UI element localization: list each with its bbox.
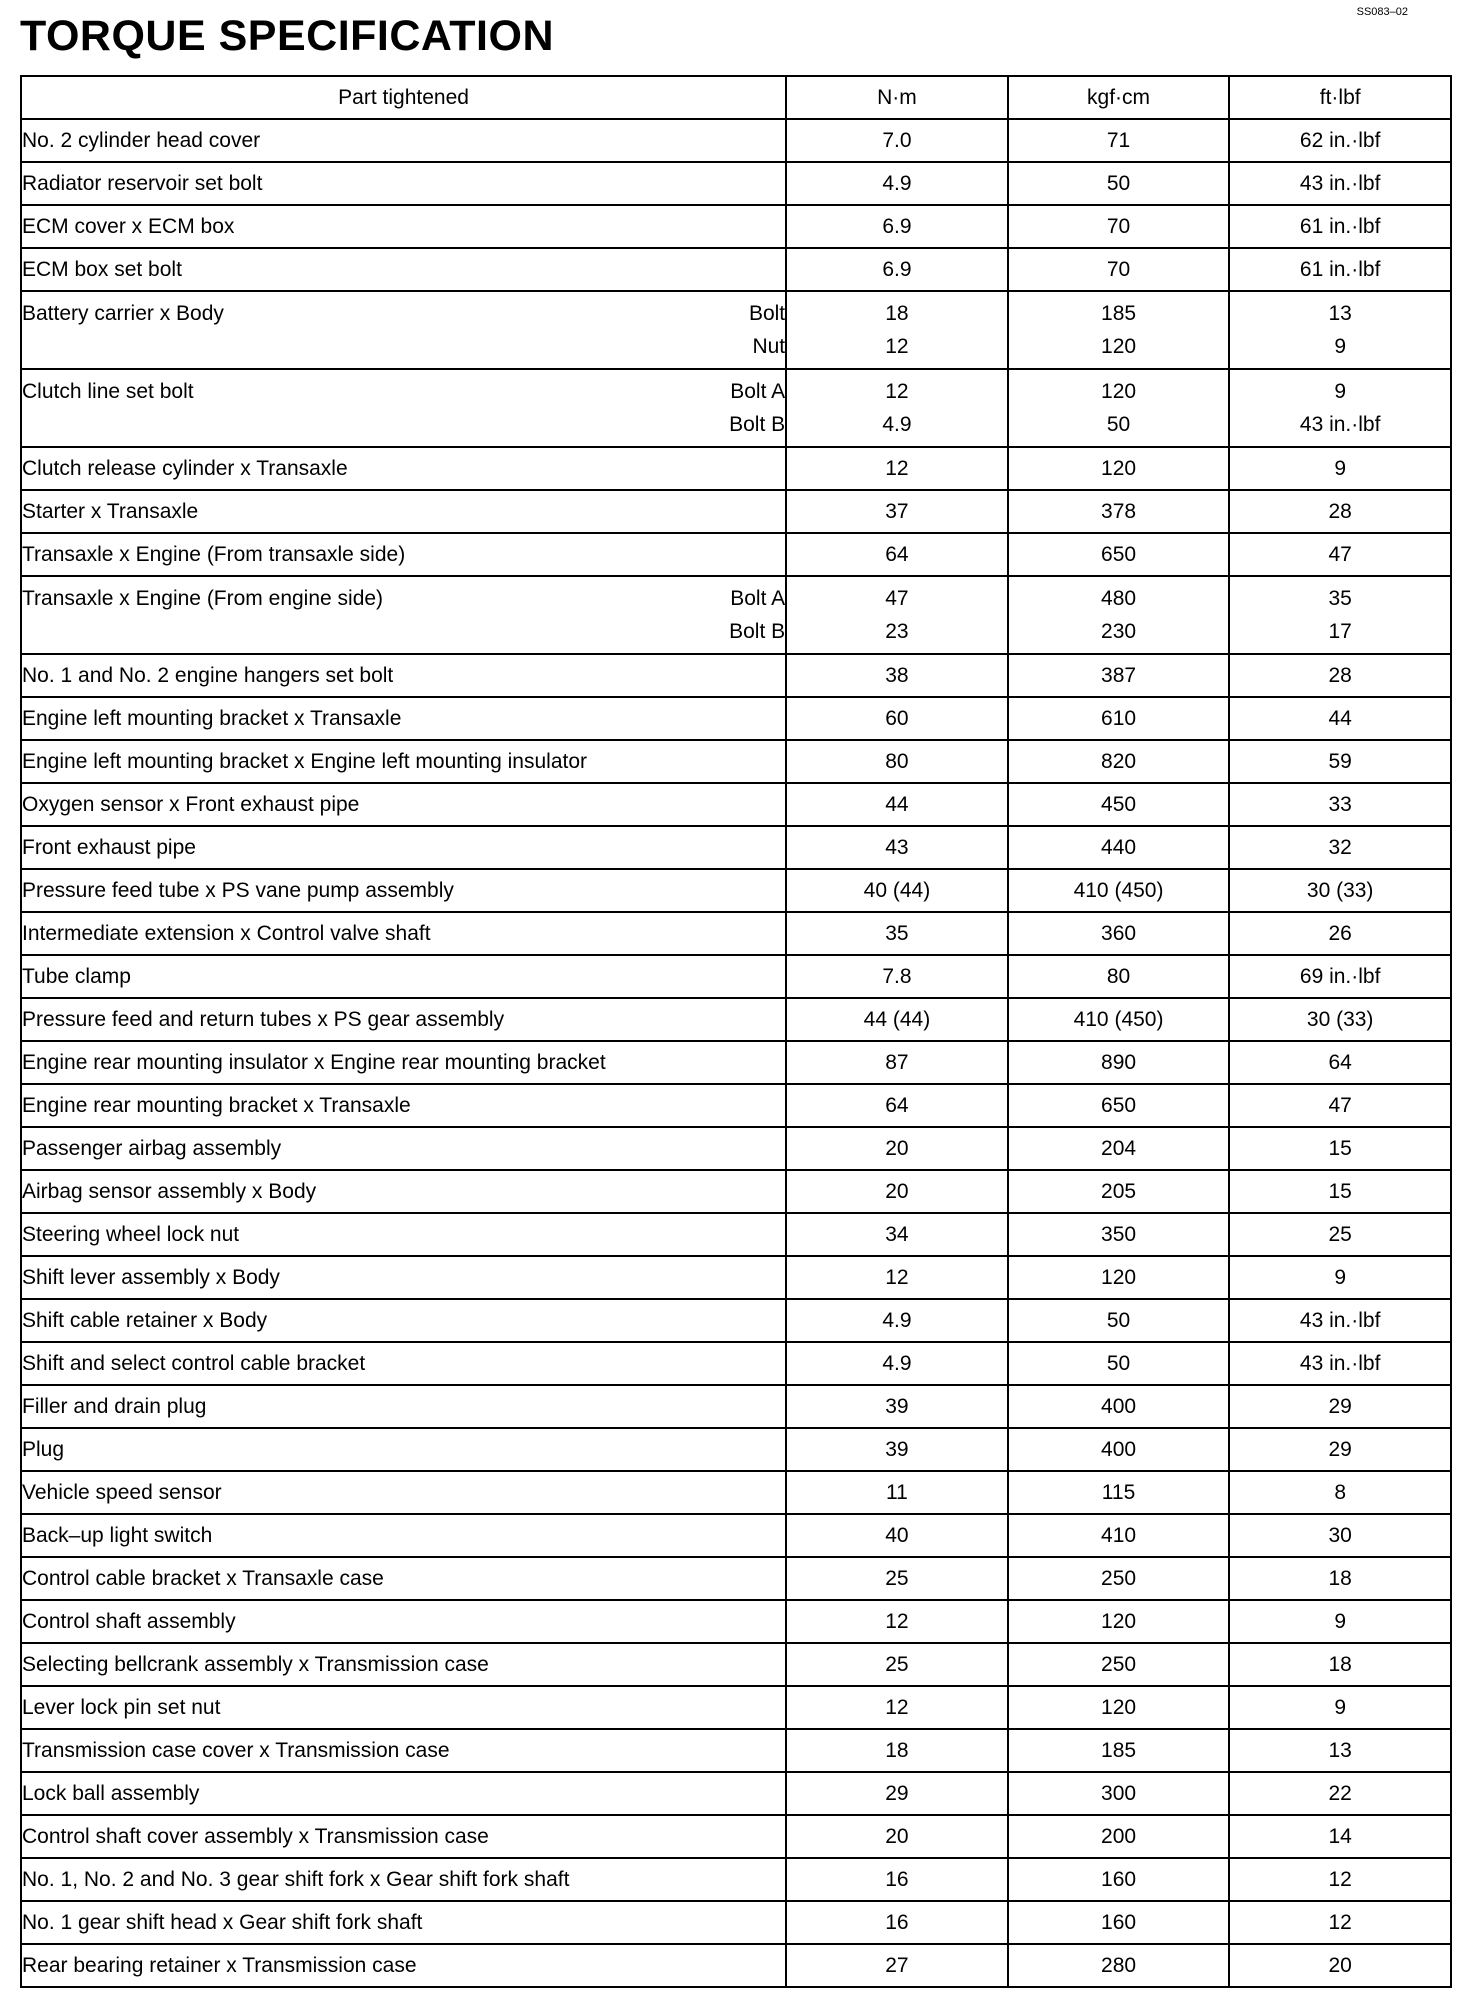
nm-cell <box>786 291 1008 369</box>
ftlbf-cell <box>1229 291 1451 369</box>
kgfcm-cell: 50 <box>1008 162 1230 205</box>
part-cell: Lock ball assembly <box>21 1772 786 1815</box>
kgfcm-cell: 50 <box>1008 1299 1230 1342</box>
part-name: Transaxle x Engine (From engine side) <box>22 587 384 610</box>
kgfcm-cell: 120 <box>1008 1600 1230 1643</box>
header-ftlbf: ft·lbf <box>1229 76 1451 119</box>
part-cell: Plug <box>21 1428 786 1471</box>
kgfcm-cell: 50 <box>1008 1342 1230 1385</box>
kgfcm-cell: 205 <box>1008 1170 1230 1213</box>
ftlbf-cell: 59 <box>1229 740 1451 783</box>
table-row <box>21 1428 1451 1471</box>
nm-cell: 12 <box>786 1600 1008 1643</box>
value-line: 9 <box>1334 380 1347 403</box>
nm-cell: 4.9 <box>786 1299 1008 1342</box>
nm-cell: 40 <box>786 1514 1008 1557</box>
part-name: Clutch line set bolt <box>22 380 194 403</box>
table-row <box>21 1385 1451 1428</box>
nm-cell: 64 <box>786 533 1008 576</box>
nm-cell: 16 <box>786 1858 1008 1901</box>
fastener-label: Bolt B <box>729 413 786 436</box>
part-cell: No. 1 and No. 2 engine hangers set bolt <box>21 654 786 697</box>
part-cell: No. 1, No. 2 and No. 3 gear shift fork x Gear shift fork shaft <box>21 1858 786 1901</box>
part-cell: Control shaft assembly <box>21 1600 786 1643</box>
table-row <box>21 490 1451 533</box>
fastener-label: Bolt <box>748 302 786 325</box>
table-row <box>21 654 1451 697</box>
value-line: 13 <box>1328 302 1352 325</box>
kgfcm-cell: 120 <box>1008 1686 1230 1729</box>
ftlbf-cell: 22 <box>1229 1772 1451 1815</box>
part-cell: Engine left mounting bracket x Engine left mounting insulator <box>21 740 786 783</box>
part-cell: Control shaft cover assembly x Transmission case <box>21 1815 786 1858</box>
kgfcm-cell: 360 <box>1008 912 1230 955</box>
part-cell: Control cable bracket x Transaxle case <box>21 1557 786 1600</box>
ftlbf-cell: 28 <box>1229 490 1451 533</box>
fastener-label: Bolt A <box>730 587 786 610</box>
nm-cell: 18 <box>786 1729 1008 1772</box>
value-line: 50 <box>1106 413 1131 436</box>
fastener-label: Bolt A <box>730 380 786 403</box>
ftlbf-cell: 29 <box>1229 1428 1451 1471</box>
part-name: Battery carrier x Body <box>22 302 224 325</box>
ftlbf-cell: 47 <box>1229 533 1451 576</box>
nm-cell <box>786 576 1008 654</box>
nm-cell: 40 (44) <box>786 869 1008 912</box>
ftlbf-cell: 9 <box>1229 1256 1451 1299</box>
kgfcm-cell: 70 <box>1008 205 1230 248</box>
kgfcm-cell: 650 <box>1008 533 1230 576</box>
kgfcm-cell: 160 <box>1008 1901 1230 1944</box>
nm-cell: 25 <box>786 1643 1008 1686</box>
part-cell: Pressure feed and return tubes x PS gear assembly <box>21 998 786 1041</box>
ftlbf-cell: 9 <box>1229 1600 1451 1643</box>
ftlbf-cell: 8 <box>1229 1471 1451 1514</box>
value-line: 4.9 <box>882 413 912 436</box>
kgfcm-cell: 250 <box>1008 1557 1230 1600</box>
nm-cell: 16 <box>786 1901 1008 1944</box>
table-row <box>21 1643 1451 1686</box>
table-row <box>21 697 1451 740</box>
ftlbf-cell: 61 in.·lbf <box>1229 248 1451 291</box>
ftlbf-cell: 26 <box>1229 912 1451 955</box>
torque-table <box>20 75 1452 1988</box>
part-cell: Clutch release cylinder x Transaxle <box>21 447 786 490</box>
ftlbf-cell: 29 <box>1229 1385 1451 1428</box>
value-line: 43 in.·lbf <box>1299 413 1381 436</box>
nm-cell: 29 <box>786 1772 1008 1815</box>
part-cell: Rear bearing retainer x Transmission case <box>21 1944 786 1987</box>
kgfcm-cell <box>1008 369 1230 447</box>
table-row <box>21 119 1451 162</box>
kgfcm-cell <box>1008 576 1230 654</box>
kgfcm-cell: 387 <box>1008 654 1230 697</box>
ftlbf-cell: 69 in.·lbf <box>1229 955 1451 998</box>
value-line: 120 <box>1101 380 1137 403</box>
ftlbf-cell: 15 <box>1229 1127 1451 1170</box>
kgfcm-cell: 160 <box>1008 1858 1230 1901</box>
kgfcm-cell: 450 <box>1008 783 1230 826</box>
nm-cell: 4.9 <box>786 162 1008 205</box>
part-cell: Engine left mounting bracket x Transaxle <box>21 697 786 740</box>
ftlbf-cell: 25 <box>1229 1213 1451 1256</box>
table-row <box>21 1858 1451 1901</box>
document-code: SS083–02 <box>1356 6 1408 18</box>
nm-cell: 12 <box>786 1686 1008 1729</box>
ftlbf-cell: 15 <box>1229 1170 1451 1213</box>
part-cell: No. 1 gear shift head x Gear shift fork shaft <box>21 1901 786 1944</box>
part-cell: Passenger airbag assembly <box>21 1127 786 1170</box>
nm-cell: 43 <box>786 826 1008 869</box>
part-cell <box>21 576 786 654</box>
table-row <box>21 1256 1451 1299</box>
part-cell: Filler and drain plug <box>21 1385 786 1428</box>
part-cell: Shift and select control cable bracket <box>21 1342 786 1385</box>
kgfcm-cell: 440 <box>1008 826 1230 869</box>
kgfcm-cell: 120 <box>1008 1256 1230 1299</box>
kgfcm-cell: 410 <box>1008 1514 1230 1557</box>
kgfcm-cell: 300 <box>1008 1772 1230 1815</box>
ftlbf-cell <box>1229 369 1451 447</box>
ftlbf-cell: 61 in.·lbf <box>1229 205 1451 248</box>
table-row <box>21 576 1451 654</box>
part-cell: Oxygen sensor x Front exhaust pipe <box>21 783 786 826</box>
table-row <box>21 1944 1451 1987</box>
value-line: 230 <box>1101 620 1137 643</box>
part-cell: Transmission case cover x Transmission case <box>21 1729 786 1772</box>
ftlbf-cell: 12 <box>1229 1858 1451 1901</box>
nm-cell: 87 <box>786 1041 1008 1084</box>
table-row <box>21 740 1451 783</box>
kgfcm-cell: 120 <box>1008 447 1230 490</box>
part-cell: Intermediate extension x Control valve shaft <box>21 912 786 955</box>
header-row <box>21 76 1451 119</box>
table-row <box>21 1901 1451 1944</box>
kgfcm-cell: 115 <box>1008 1471 1230 1514</box>
part-cell: Tube clamp <box>21 955 786 998</box>
header-kgfcm: kgf·cm <box>1008 76 1230 119</box>
value-line: 185 <box>1101 302 1137 325</box>
nm-cell: 6.9 <box>786 248 1008 291</box>
nm-cell: 64 <box>786 1084 1008 1127</box>
ftlbf-cell: 43 in.·lbf <box>1229 1299 1451 1342</box>
kgfcm-cell: 280 <box>1008 1944 1230 1987</box>
table-row <box>21 955 1451 998</box>
kgfcm-cell: 610 <box>1008 697 1230 740</box>
kgfcm-cell <box>1008 291 1230 369</box>
part-cell: Back–up light switch <box>21 1514 786 1557</box>
nm-cell: 44 <box>786 783 1008 826</box>
ftlbf-cell: 18 <box>1229 1643 1451 1686</box>
part-cell: Engine rear mounting bracket x Transaxle <box>21 1084 786 1127</box>
value-line: 47 <box>885 587 909 610</box>
nm-cell: 37 <box>786 490 1008 533</box>
table-row <box>21 533 1451 576</box>
ftlbf-cell: 43 in.·lbf <box>1229 162 1451 205</box>
kgfcm-cell: 250 <box>1008 1643 1230 1686</box>
part-cell: Lever lock pin set nut <box>21 1686 786 1729</box>
nm-cell: 39 <box>786 1385 1008 1428</box>
table-row <box>21 1471 1451 1514</box>
kgfcm-cell: 185 <box>1008 1729 1230 1772</box>
nm-cell: 44 (44) <box>786 998 1008 1041</box>
part-cell: Front exhaust pipe <box>21 826 786 869</box>
ftlbf-cell: 14 <box>1229 1815 1451 1858</box>
table-row <box>21 369 1451 447</box>
ftlbf-cell: 44 <box>1229 697 1451 740</box>
table-row <box>21 1815 1451 1858</box>
table-row <box>21 1514 1451 1557</box>
table-row <box>21 998 1451 1041</box>
nm-cell: 12 <box>786 1256 1008 1299</box>
ftlbf-cell: 30 (33) <box>1229 869 1451 912</box>
nm-cell: 38 <box>786 654 1008 697</box>
kgfcm-cell: 650 <box>1008 1084 1230 1127</box>
ftlbf-cell: 12 <box>1229 1901 1451 1944</box>
value-line: 120 <box>1101 335 1137 358</box>
kgfcm-cell: 350 <box>1008 1213 1230 1256</box>
part-cell: ECM cover x ECM box <box>21 205 786 248</box>
header-part: Part tightened <box>21 76 786 119</box>
table-row <box>21 1084 1451 1127</box>
nm-cell: 12 <box>786 447 1008 490</box>
kgfcm-cell: 70 <box>1008 248 1230 291</box>
table-row <box>21 447 1451 490</box>
nm-cell: 7.0 <box>786 119 1008 162</box>
table-row <box>21 1342 1451 1385</box>
table-row <box>21 1557 1451 1600</box>
ftlbf-cell: 64 <box>1229 1041 1451 1084</box>
part-cell: Airbag sensor assembly x Body <box>21 1170 786 1213</box>
kgfcm-cell: 410 (450) <box>1008 998 1230 1041</box>
part-cell: Vehicle speed sensor <box>21 1471 786 1514</box>
ftlbf-cell: 47 <box>1229 1084 1451 1127</box>
part-cell: No. 2 cylinder head cover <box>21 119 786 162</box>
table-row <box>21 1213 1451 1256</box>
part-cell: Steering wheel lock nut <box>21 1213 786 1256</box>
kgfcm-cell: 71 <box>1008 119 1230 162</box>
table-row <box>21 1299 1451 1342</box>
nm-cell: 20 <box>786 1815 1008 1858</box>
table-row <box>21 1686 1451 1729</box>
header-nm: N·m <box>786 76 1008 119</box>
ftlbf-cell: 30 (33) <box>1229 998 1451 1041</box>
nm-cell: 27 <box>786 1944 1008 1987</box>
ftlbf-cell: 18 <box>1229 1557 1451 1600</box>
kgfcm-cell: 890 <box>1008 1041 1230 1084</box>
part-cell: Shift lever assembly x Body <box>21 1256 786 1299</box>
table-row <box>21 826 1451 869</box>
part-cell: Shift cable retainer x Body <box>21 1299 786 1342</box>
table-row <box>21 1170 1451 1213</box>
value-line: 35 <box>1328 587 1352 610</box>
part-cell: ECM box set bolt <box>21 248 786 291</box>
page-title: TORQUE SPECIFICATION <box>20 12 554 60</box>
part-cell <box>21 291 786 369</box>
value-line: 23 <box>885 620 909 643</box>
table-row <box>21 912 1451 955</box>
ftlbf-cell: 32 <box>1229 826 1451 869</box>
nm-cell: 7.8 <box>786 955 1008 998</box>
table-row <box>21 248 1451 291</box>
table-body <box>21 119 1451 1987</box>
nm-cell: 20 <box>786 1127 1008 1170</box>
kgfcm-cell: 400 <box>1008 1385 1230 1428</box>
table-row <box>21 162 1451 205</box>
ftlbf-cell: 9 <box>1229 1686 1451 1729</box>
ftlbf-cell: 28 <box>1229 654 1451 697</box>
part-cell: Engine rear mounting insulator x Engine rear mounting bracket <box>21 1041 786 1084</box>
nm-cell: 25 <box>786 1557 1008 1600</box>
kgfcm-cell: 204 <box>1008 1127 1230 1170</box>
fastener-label: Bolt B <box>729 620 786 643</box>
table-row <box>21 291 1451 369</box>
kgfcm-cell: 200 <box>1008 1815 1230 1858</box>
table-row <box>21 783 1451 826</box>
value-line: 18 <box>885 302 909 325</box>
part-cell: Transaxle x Engine (From transaxle side) <box>21 533 786 576</box>
nm-cell: 4.9 <box>786 1342 1008 1385</box>
table-row <box>21 1127 1451 1170</box>
value-line: 17 <box>1328 620 1352 643</box>
ftlbf-cell: 33 <box>1229 783 1451 826</box>
value-line: 480 <box>1101 587 1137 610</box>
table-row <box>21 1041 1451 1084</box>
table-row <box>21 1729 1451 1772</box>
ftlbf-cell: 62 in.·lbf <box>1229 119 1451 162</box>
nm-cell: 35 <box>786 912 1008 955</box>
nm-cell: 34 <box>786 1213 1008 1256</box>
nm-cell: 39 <box>786 1428 1008 1471</box>
kgfcm-cell: 400 <box>1008 1428 1230 1471</box>
value-line: 12 <box>885 335 909 358</box>
nm-cell: 6.9 <box>786 205 1008 248</box>
fastener-label: Nut <box>752 335 786 358</box>
ftlbf-cell: 13 <box>1229 1729 1451 1772</box>
table-row <box>21 869 1451 912</box>
part-cell: Radiator reservoir set bolt <box>21 162 786 205</box>
nm-cell: 80 <box>786 740 1008 783</box>
part-cell: Pressure feed tube x PS vane pump assembly <box>21 869 786 912</box>
nm-cell: 20 <box>786 1170 1008 1213</box>
kgfcm-cell: 80 <box>1008 955 1230 998</box>
part-cell <box>21 369 786 447</box>
table-row <box>21 1772 1451 1815</box>
ftlbf-cell: 20 <box>1229 1944 1451 1987</box>
kgfcm-cell: 410 (450) <box>1008 869 1230 912</box>
table-row <box>21 1600 1451 1643</box>
nm-cell <box>786 369 1008 447</box>
value-line: 12 <box>885 380 909 403</box>
part-cell: Starter x Transaxle <box>21 490 786 533</box>
kgfcm-cell: 820 <box>1008 740 1230 783</box>
table-row <box>21 205 1451 248</box>
part-cell: Selecting bellcrank assembly x Transmission case <box>21 1643 786 1686</box>
value-line: 9 <box>1334 335 1347 358</box>
ftlbf-cell <box>1229 576 1451 654</box>
ftlbf-cell: 30 <box>1229 1514 1451 1557</box>
kgfcm-cell: 378 <box>1008 490 1230 533</box>
ftlbf-cell: 43 in.·lbf <box>1229 1342 1451 1385</box>
nm-cell: 60 <box>786 697 1008 740</box>
nm-cell: 11 <box>786 1471 1008 1514</box>
ftlbf-cell: 9 <box>1229 447 1451 490</box>
